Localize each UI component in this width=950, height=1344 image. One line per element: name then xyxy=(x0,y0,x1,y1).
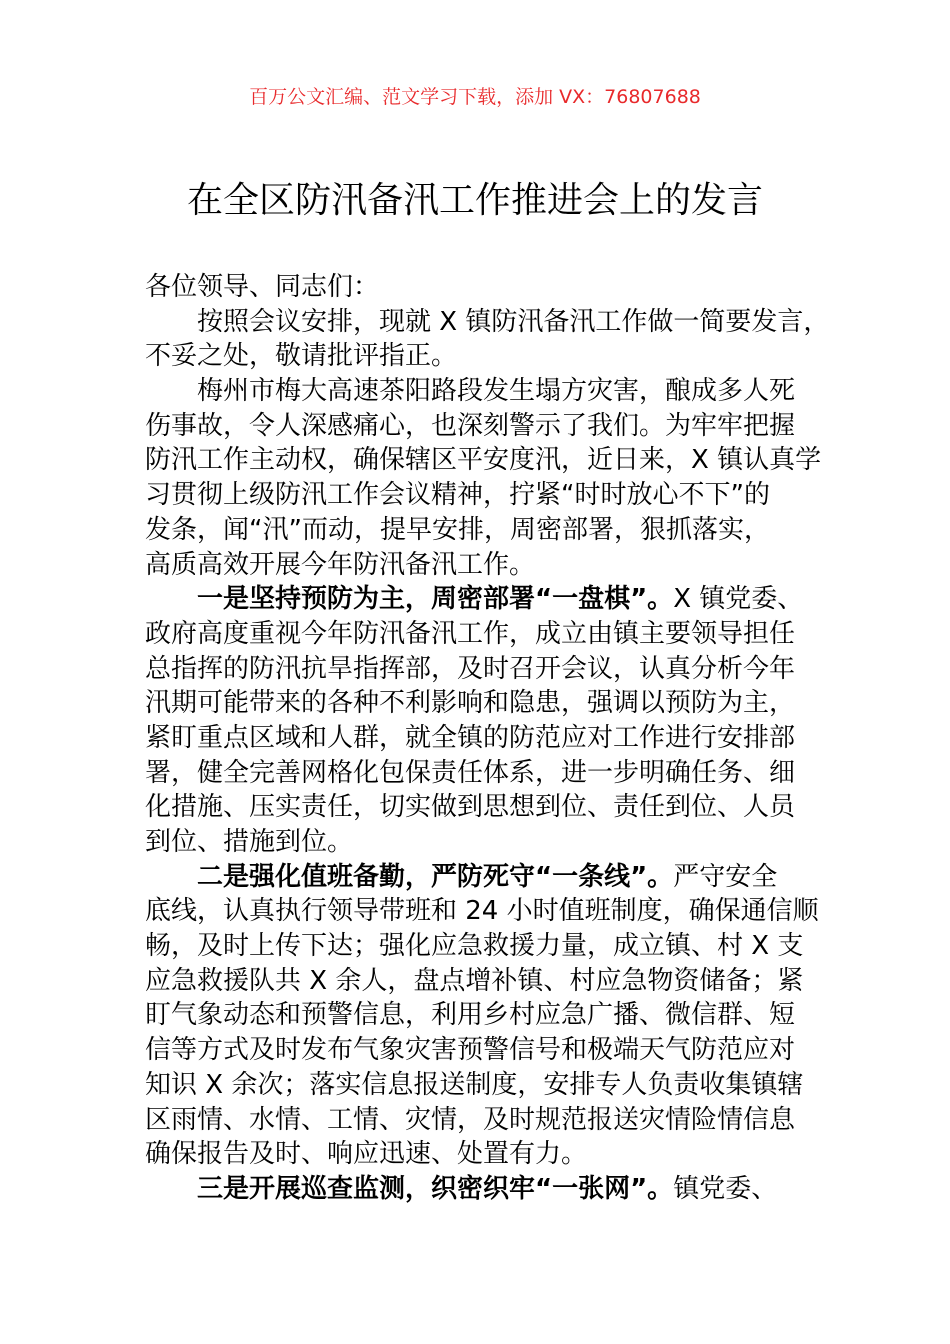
text-line xyxy=(145,617,825,652)
line-text: 各位领导、同志们： xyxy=(145,272,380,302)
text-line xyxy=(145,929,825,964)
text-line xyxy=(145,270,825,305)
text-line xyxy=(145,1172,825,1207)
line-text: 伤事故，令人深感痛心，也深刻警示了我们。为牢牢把握 xyxy=(145,410,796,441)
text-line xyxy=(145,825,825,860)
line-text: 应急救援队共 X 余人，盘点增补镇、村应急物资储备；紧 xyxy=(145,965,804,996)
line-text: 按照会议安排，现就 X 镇防汛备汛工作做一简要发言， xyxy=(197,306,830,337)
text-line xyxy=(145,582,825,617)
text-line xyxy=(145,374,825,409)
line-text: 汛期可能带来的各种不利影响和隐患，强调以预防为主， xyxy=(145,688,796,719)
text-line xyxy=(145,964,825,999)
line-text: 梅州市梅大高速茶阳路段发生塌方灾害，酿成多人死 xyxy=(197,376,796,407)
line-text: 发条，闻“汛”而动，提早安排，周密部署，狠抓落实， xyxy=(145,514,770,545)
line-text: 确保报告及时、响应迅速、处置有力。 xyxy=(145,1139,588,1170)
line-text: 镇党委、 xyxy=(673,1173,778,1204)
text-line xyxy=(145,339,825,374)
document-title: 在全区防汛备汛工作推进会上的发言 xyxy=(186,180,763,221)
line-text: 署，健全完善网格化包保责任体系，进一步明确任务、细 xyxy=(145,757,796,788)
line-text: 政府高度重视今年防汛备汛工作，成立由镇主要领导担任 xyxy=(145,618,796,649)
line-text: 畅，及时上传下达；强化应急救援力量，成立镇、村 X 支 xyxy=(145,931,804,962)
text-line xyxy=(145,409,825,444)
line-text: 底线，认真执行领导带班和 24 小时值班制度，确保通信顺 xyxy=(145,896,819,927)
text-line xyxy=(145,478,825,513)
text-line xyxy=(145,790,825,825)
text-line xyxy=(145,1103,825,1138)
text-line xyxy=(145,860,825,895)
text-line xyxy=(145,894,825,929)
line-text: 到位、措施到位。 xyxy=(145,827,354,857)
section-heading: 二是强化值班备勤，严防死守“一条线”。 xyxy=(197,861,674,892)
text-line xyxy=(145,305,830,340)
line-text: 防汛工作主动权，确保辖区平安度汛，近日来，X 镇认真学 xyxy=(145,445,822,476)
text-line xyxy=(145,1137,825,1172)
text-line xyxy=(145,686,825,721)
text-line xyxy=(145,998,825,1033)
line-text: 知识 X 余次；落实信息报送制度，安排专人负责收集镇辖 xyxy=(145,1069,804,1100)
line-text: 紧盯重点区域和人群，就全镇的防范应对工作进行安排部 xyxy=(145,722,796,753)
section-heading: 一是坚持预防为主，周密部署“一盘棋”。 xyxy=(197,584,674,615)
text-line xyxy=(145,756,825,791)
section-heading: 三是开展巡查监测，织密织牢“一张网”。 xyxy=(197,1173,674,1204)
line-text: 化措施、压实责任，切实做到思想到位、责任到位、人员 xyxy=(145,792,796,823)
line-text: 总指挥的防汛抗旱指挥部，及时召开会议，认真分析今年 xyxy=(145,653,796,684)
line-text: 严守安全 xyxy=(673,861,778,892)
line-text: X 镇党委、 xyxy=(673,584,804,615)
line-text: 高质高效开展今年防汛备汛工作。 xyxy=(145,549,536,580)
watermark-header: 百万公文汇编、范文学习下载，添加 VX：76807688 xyxy=(249,86,701,108)
line-text: 信等方式及时发布气象灾害预警信号和极端天气防范应对 xyxy=(145,1035,796,1066)
text-line xyxy=(145,443,825,478)
text-line xyxy=(145,721,825,756)
text-line xyxy=(145,513,825,548)
text-line xyxy=(145,652,825,687)
text-line xyxy=(145,548,825,583)
text-line xyxy=(145,1068,825,1103)
line-text: 盯气象动态和预警信息，利用乡村应急广播、微信群、短 xyxy=(145,1000,796,1031)
line-text: 区雨情、水情、工情、灾情，及时规范报送灾情险情信息 xyxy=(145,1104,796,1135)
text-line xyxy=(145,1033,825,1068)
line-text: 不妥之处，敬请批评指正。 xyxy=(145,341,458,372)
line-text: 习贯彻上级防汛工作会议精神，拧紧“时时放心不下”的 xyxy=(145,480,770,511)
document-body xyxy=(145,270,830,1207)
